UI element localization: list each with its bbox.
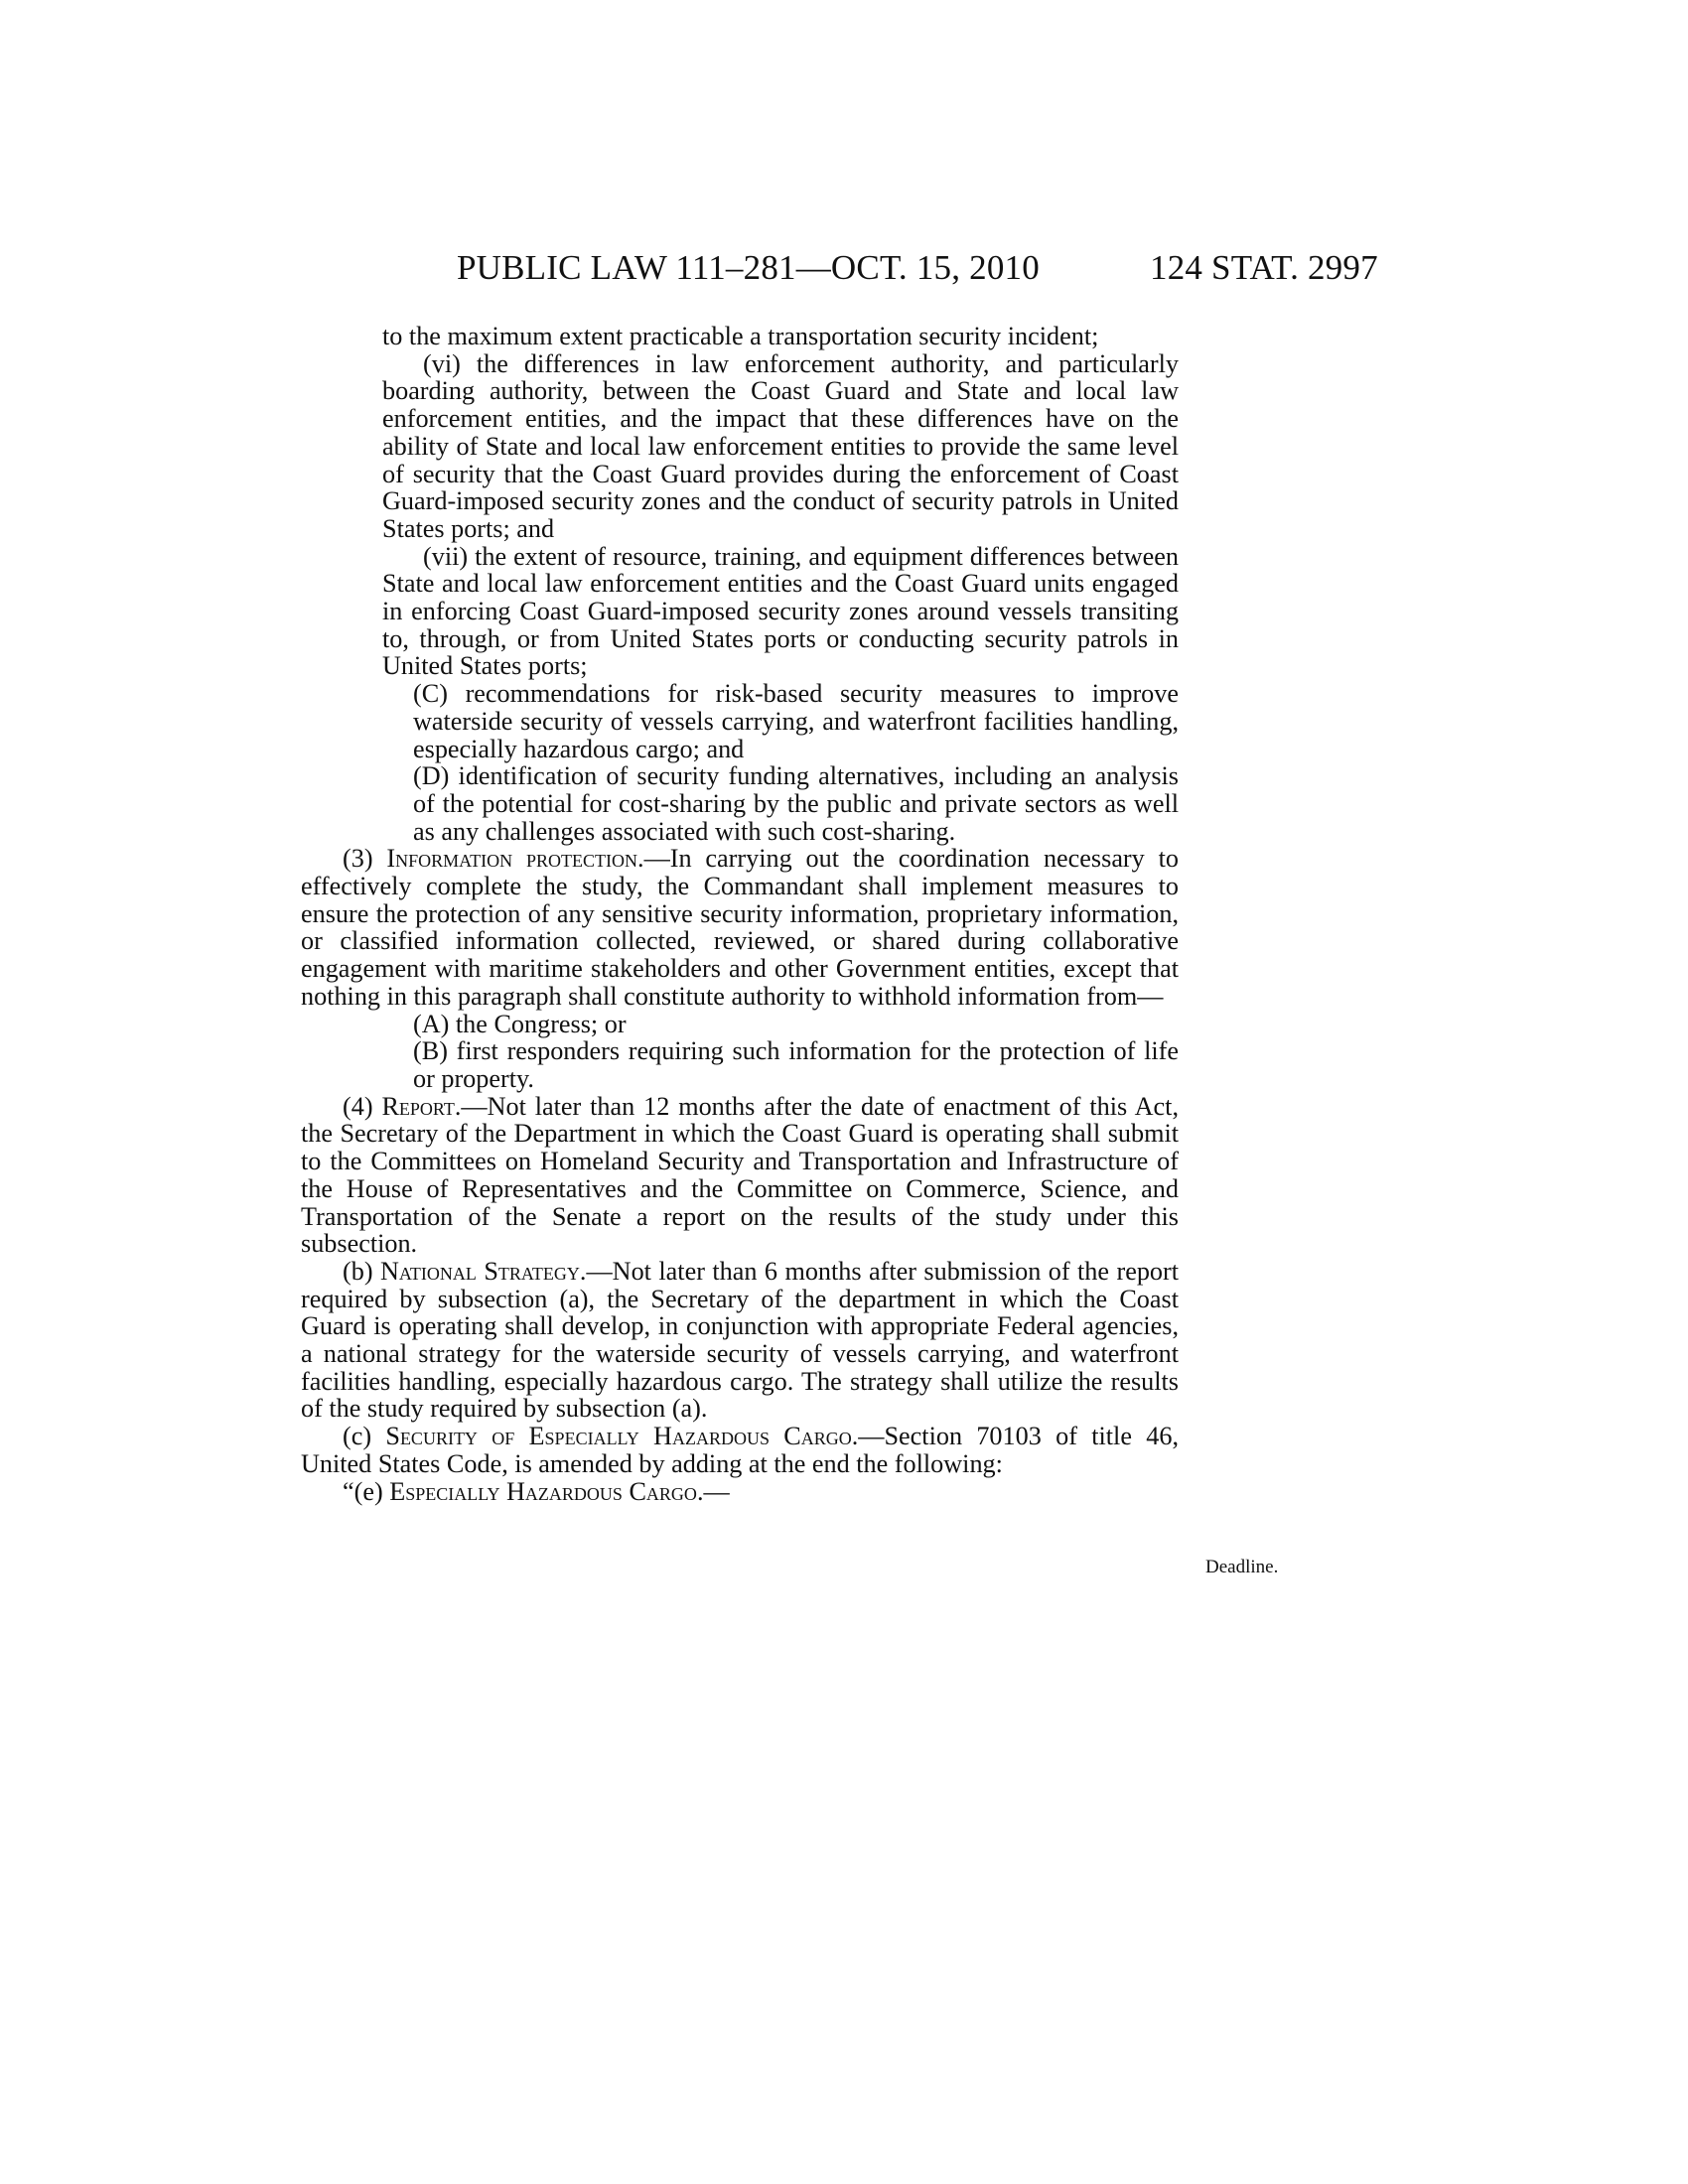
clause-vi: (vi) the differences in law enforcement authority, and particularly boarding authority, between the Coast Guard and State and local law enforcement entities, and the impact that these differences have on the ability of State and local law enforcement entities to provide the same level of security that the Coast Guard provides during the enforcement of Coast Guard-imposed security zones and the conduct of security patrols in United States ports; and: [382, 348, 1179, 543]
subsection-b: [301, 1258, 1179, 1423]
paragraph-3-text: .—In carrying out the coordination necessary to effectively complete the study, the Commandant shall implement measures to ensure the protection of any sensitive security information, proprietary information, or classified information collected, reviewed, or shared during collaborative engagement with maritime stakeholders and other Government entities, except that nothing in this paragraph shall constitute authority to withhold information from—: [301, 844, 1179, 1011]
subsection-c-heading: Security of Especially Hazardous Cargo: [385, 1422, 852, 1451]
paragraph-4: [301, 1093, 1179, 1258]
paragraph-4-number: (4): [343, 1091, 382, 1121]
subsection-e-dash: .—: [696, 1476, 730, 1506]
subparagraph-C: (C) recommendations for risk-based security measures to improve waterside security of vessels carrying, and waterfront facilities handling, especially hazardous cargo; and: [413, 679, 1179, 763]
subsection-b-heading: National Strategy: [380, 1256, 580, 1286]
subsection-c-number: (c): [343, 1422, 386, 1451]
subparagraph-A: (A) the Congress; or: [413, 1009, 627, 1038]
paragraph-3-number: (3): [343, 844, 387, 874]
paragraph-3: [301, 845, 1179, 1010]
subsection-e-number: “(e): [343, 1476, 390, 1506]
paragraph-4-text: .—Not later than 12 months after the date of enactment of this Act, the Secretary of the Department in which the Coast Guard is operating shall submit to the Committees on Homeland Security and Transportation and Infrastructure of the House of Representatives and the Committee on Commerce, Science, and Transportation of the Senate a report on the results of the study under this subsection.: [301, 1091, 1179, 1259]
subsection-b-number: (b): [343, 1256, 380, 1286]
subsection-e-heading: [301, 1478, 1179, 1506]
running-header-right: 124 STAT. 2997: [1150, 248, 1378, 287]
subsection-e-title: Especially Hazardous Cargo: [389, 1476, 697, 1506]
subparagraph-D: (D) identification of security funding alternatives, including an analysis of the potential for cost-sharing by the public and private sectors as well as any challenges associated with such cost-sharing.: [413, 761, 1179, 846]
statute-body: [301, 323, 1179, 1505]
running-header-left: PUBLIC LAW 111–281—OCT. 15, 2010: [457, 248, 1040, 287]
subsection-c-text: .—Section 70103 of title 46, United States Code, is amended by adding at the end the following:: [301, 1422, 1179, 1478]
clause-vii: (vii) the extent of resource, training, and equipment differences between State and local law enforcement entities and the Coast Guard units engaged in enforcing Coast Guard-imposed security zones around vessels transiting to, through, or from United States ports or conducting security patrols in United States ports;: [382, 541, 1179, 681]
subsection-b-text: .—Not later than 6 months after submission of the report required by subsection (a), the Secretary of the department in which the Coast Guard is operating shall develop, in conjunction with appropriate Federal agencies, a national strategy for the waterside security of vessels carrying, and waterfront facilities handling, especially hazardous cargo. The strategy shall utilize the results of the study required by subsection (a).: [301, 1256, 1179, 1424]
paragraph-3-heading: Information protection: [386, 844, 638, 874]
paragraph-continuation: to the maximum extent practicable a transportation security incident;: [382, 322, 1099, 350]
paragraph-4-heading: Report: [381, 1091, 455, 1121]
subsection-c: [301, 1423, 1179, 1477]
margin-note-deadline: Deadline.: [1205, 1557, 1279, 1577]
subparagraph-B: (B) first responders requiring such information for the protection of life or property.: [413, 1036, 1179, 1093]
